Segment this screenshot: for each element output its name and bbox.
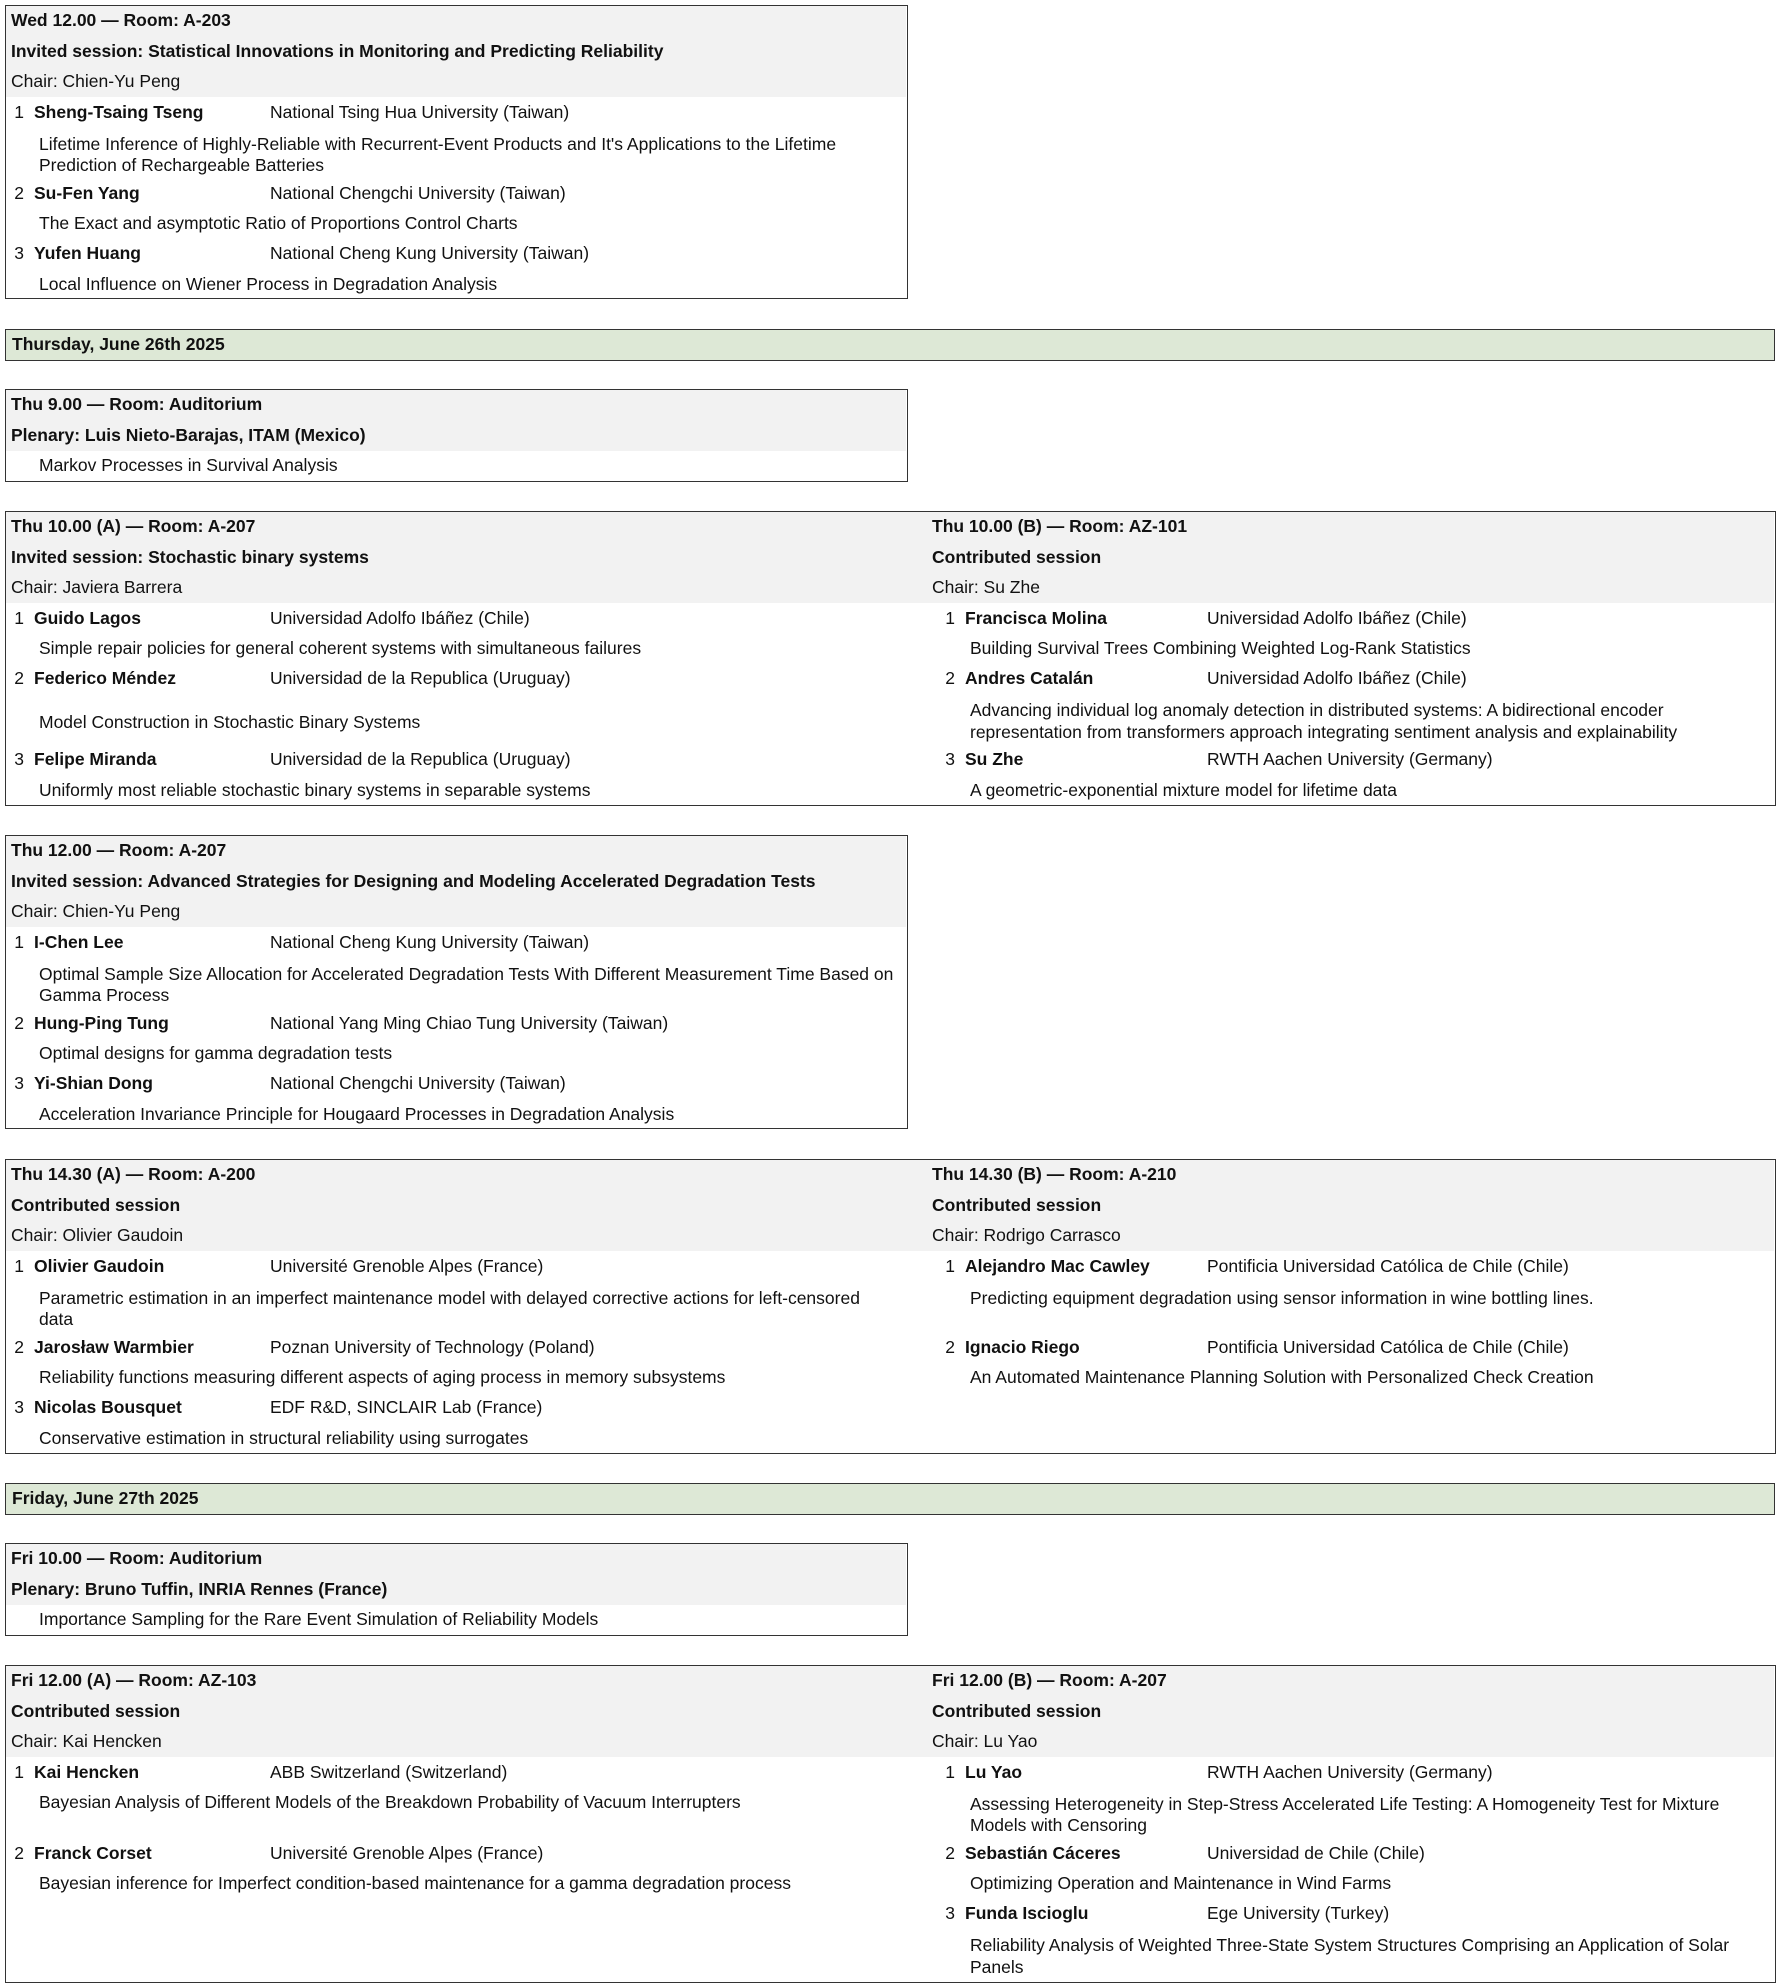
speaker-name: Ignacio Riego	[965, 1336, 1080, 1357]
speaker-name: Hung-Ping Tung	[34, 1012, 169, 1033]
speaker-name: Yufen Huang	[34, 243, 141, 264]
talk-title: Advancing individual log anomaly detection in distributed systems: A bidirectional encoder representation from transformers approach integrating sentiment analysis and explainability	[970, 700, 1678, 742]
talk-number: 2	[14, 1336, 24, 1357]
speaker-name: Lu Yao	[965, 1761, 1023, 1782]
speaker-affiliation: National Tsing Hua University (Taiwan)	[270, 101, 570, 122]
speaker-affiliation: Pontificia Universidad Católica de Chile (Chile)	[1207, 1255, 1569, 1276]
day-header-friday: Friday, June 27th 2025	[5, 1483, 1775, 1515]
session-title: Contributed session	[927, 542, 1774, 572]
session-time-room: Wed 12.00 — Room: A-203	[6, 6, 906, 36]
speaker-affiliation: EDF R&D, SINCLAIR Lab (France)	[270, 1397, 543, 1418]
speaker-name: Sheng-Tsaing Tseng	[34, 101, 204, 122]
speaker-affiliation: Universidad de la Republica (Uruguay)	[270, 749, 571, 770]
talk-number: 1	[14, 101, 24, 122]
speaker-name: Yi-Shian Dong	[34, 1073, 153, 1094]
session-time-room: Fri 12.00 (A) — Room: AZ-103	[6, 1666, 927, 1696]
speaker-name: Francisca Molina	[965, 607, 1107, 628]
talk-number: 1	[945, 607, 955, 628]
session-thu12	[5, 835, 908, 1129]
talk-number: 3	[14, 1073, 24, 1094]
talk-number: 2	[945, 668, 955, 689]
talk-row	[6, 603, 927, 633]
plenary-title: Markov Processes in Survival Analysis	[39, 455, 338, 476]
session-chair: Chair: Lu Yao	[927, 1727, 1774, 1757]
talk-number: 3	[945, 1903, 955, 1924]
session-fri12b	[927, 1666, 1774, 1980]
talk-title: Model Construction in Stochastic Binary Systems	[39, 711, 421, 732]
session-title: Contributed session	[927, 1190, 1774, 1220]
talk-row	[927, 603, 1774, 633]
speaker-affiliation: Universidad de la Republica (Uruguay)	[270, 668, 571, 689]
plenary-speaker: Plenary: Luis Nieto-Barajas, ITAM (Mexico)	[6, 420, 906, 450]
talk-row	[6, 1393, 927, 1423]
talk-title: The Exact and asymptotic Ratio of Proportions Control Charts	[39, 212, 518, 233]
session-time-room: Thu 10.00 (A) — Room: A-207	[6, 512, 927, 542]
talk-title: Reliability Analysis of Weighted Three-State System Structures Comprising an Application of Solar Panels	[970, 1935, 1730, 1977]
talk-number: 2	[945, 1842, 955, 1863]
talk-title: Optimizing Operation and Maintenance in Wind Farms	[970, 1872, 1392, 1893]
speaker-name: Su-Fen Yang	[34, 182, 140, 203]
talk-title: Uniformly most reliable stochastic binary systems in separable systems	[39, 779, 591, 800]
talk-number: 1	[14, 1761, 24, 1782]
talk-title: Optimal designs for gamma degradation tests	[39, 1042, 393, 1063]
speaker-name: Guido Lagos	[34, 607, 141, 628]
session-title: Invited session: Stochastic binary systems	[6, 542, 927, 572]
talk-row	[6, 664, 927, 694]
talk-row	[6, 1838, 927, 1868]
session-thu1430b	[927, 1160, 1774, 1393]
speaker-name: Sebastián Cáceres	[965, 1842, 1121, 1863]
speaker-name: Felipe Miranda	[34, 749, 157, 770]
session-chair: Chair: Su Zhe	[927, 573, 1774, 603]
talk-number: 1	[14, 607, 24, 628]
talk-row	[6, 178, 906, 208]
speaker-affiliation: National Chengchi University (Taiwan)	[270, 1073, 566, 1094]
speaker-affiliation: National Cheng Kung University (Taiwan)	[270, 243, 590, 264]
talk-row	[927, 1332, 1774, 1362]
session-fri10-plenary	[5, 1543, 908, 1636]
speaker-affiliation: Universidad Adolfo Ibáñez (Chile)	[1207, 668, 1467, 689]
speaker-affiliation: ABB Switzerland (Switzerland)	[270, 1761, 508, 1782]
talk-row	[927, 745, 1774, 775]
speaker-name: Federico Méndez	[34, 668, 176, 689]
speaker-name: Olivier Gaudoin	[34, 1255, 165, 1276]
session-thu10a	[6, 512, 927, 806]
talk-row	[6, 1251, 927, 1281]
talk-title: Bayesian Analysis of Different Models of the Breakdown Probability of Vacuum Interrupters	[39, 1791, 741, 1812]
session-chair: Chair: Kai Hencken	[6, 1727, 927, 1757]
session-pair-fri12	[5, 1665, 1776, 1983]
speaker-affiliation: National Chengchi University (Taiwan)	[270, 182, 566, 203]
session-time-room: Thu 14.30 (B) — Room: A-210	[927, 1160, 1774, 1190]
talk-number: 2	[14, 1842, 24, 1863]
session-time-room: Thu 14.30 (A) — Room: A-200	[6, 1160, 927, 1190]
talk-number: 2	[14, 1012, 24, 1033]
speaker-affiliation: National Cheng Kung University (Taiwan)	[270, 931, 590, 952]
speaker-name: Nicolas Bousquet	[34, 1397, 182, 1418]
plenary-title: Importance Sampling for the Rare Event Simulation of Reliability Models	[39, 1609, 599, 1630]
talk-row	[6, 239, 906, 269]
talk-title: Bayesian inference for Imperfect condition-based maintenance for a gamma degradation process	[39, 1872, 791, 1893]
talk-row	[6, 1008, 906, 1038]
talk-title: Acceleration Invariance Principle for Hougaard Processes in Degradation Analysis	[39, 1103, 675, 1124]
session-time-room: Thu 9.00 — Room: Auditorium	[6, 390, 906, 420]
session-thu9-plenary	[5, 389, 908, 482]
talk-row	[927, 1838, 1774, 1868]
session-time-room: Thu 12.00 — Room: A-207	[6, 836, 906, 866]
talk-number: 2	[14, 668, 24, 689]
talk-number: 3	[945, 749, 955, 770]
talk-row	[927, 1757, 1774, 1787]
talk-title: Lifetime Inference of Highly-Reliable with Recurrent-Event Products and It's Applications to the Lifetime Prediction of Rechargeable Batteries	[39, 133, 837, 176]
day-header-thursday: Thursday, June 26th 2025	[5, 329, 1775, 361]
talk-row	[6, 1069, 906, 1099]
talk-number: 3	[14, 1397, 24, 1418]
session-chair: Chair: Javiera Barrera	[6, 573, 927, 603]
speaker-name: Andres Catalán	[965, 668, 1094, 689]
session-title: Contributed session	[6, 1190, 927, 1220]
session-wed12	[5, 5, 908, 299]
talk-number: 1	[945, 1255, 955, 1276]
talk-title: Local Influence on Wiener Process in Degradation Analysis	[39, 273, 498, 294]
plenary-speaker: Plenary: Bruno Tuffin, INRIA Rennes (France)	[6, 1574, 906, 1604]
session-chair: Chair: Olivier Gaudoin	[6, 1221, 927, 1251]
talk-title: Conservative estimation in structural reliability using surrogates	[39, 1427, 529, 1448]
talk-row	[927, 1899, 1774, 1929]
talk-number: 1	[14, 1255, 24, 1276]
talk-title: Parametric estimation in an imperfect maintenance model with delayed corrective actions for left-censored data	[39, 1287, 860, 1330]
talk-row	[6, 97, 906, 127]
talk-number: 1	[14, 931, 24, 952]
session-time-room: Thu 10.00 (B) — Room: AZ-101	[927, 512, 1774, 542]
speaker-affiliation: National Yang Ming Chiao Tung University (Taiwan)	[270, 1012, 669, 1033]
session-title: Contributed session	[6, 1696, 927, 1726]
talk-row	[6, 1757, 927, 1787]
talk-number: 3	[14, 749, 24, 770]
speaker-affiliation: RWTH Aachen University (Germany)	[1207, 749, 1493, 770]
talk-row	[6, 1332, 927, 1362]
session-chair: Chair: Chien-Yu Peng	[6, 897, 906, 927]
session-thu10b	[927, 512, 1774, 806]
talk-number: 1	[945, 1761, 955, 1782]
talk-number: 2	[14, 182, 24, 203]
speaker-name: Su Zhe	[965, 749, 1024, 770]
talk-row	[927, 664, 1774, 694]
speaker-affiliation: Université Grenoble Alpes (France)	[270, 1255, 544, 1276]
talk-title: Assessing Heterogeneity in Step-Stress Accelerated Life Testing: A Homogeneity Test for Mixture Models with Censoring	[970, 1793, 1720, 1836]
session-title: Contributed session	[927, 1696, 1774, 1726]
speaker-name: Alejandro Mac Cawley	[965, 1255, 1150, 1276]
talk-row	[927, 1251, 1774, 1281]
talk-title: Building Survival Trees Combining Weighted Log-Rank Statistics	[970, 638, 1471, 658]
session-chair: Chair: Rodrigo Carrasco	[927, 1221, 1774, 1251]
talk-title: A geometric-exponential mixture model for lifetime data	[970, 779, 1398, 800]
talk-title: Predicting equipment degradation using sensor information in wine bottling lines.	[970, 1287, 1594, 1308]
session-fri12a	[6, 1666, 927, 1899]
speaker-affiliation: Pontificia Universidad Católica de Chile (Chile)	[1207, 1336, 1569, 1357]
talk-title: Reliability functions measuring different aspects of aging process in memory subsystems	[39, 1366, 726, 1387]
speaker-name: Franck Corset	[34, 1842, 152, 1863]
speaker-name: I-Chen Lee	[34, 931, 124, 952]
talk-row	[6, 745, 927, 775]
session-thu1430a	[6, 1160, 927, 1454]
speaker-affiliation: Universidad de Chile (Chile)	[1207, 1842, 1425, 1863]
speaker-affiliation: Universidad Adolfo Ibáñez (Chile)	[1207, 607, 1467, 628]
speaker-affiliation: RWTH Aachen University (Germany)	[1207, 1761, 1493, 1782]
speaker-affiliation: Universidad Adolfo Ibáñez (Chile)	[270, 607, 530, 628]
session-time-room: Fri 12.00 (B) — Room: A-207	[927, 1666, 1774, 1696]
session-chair: Chair: Chien-Yu Peng	[6, 67, 906, 97]
speaker-name: Funda Iscioglu	[965, 1903, 1089, 1924]
session-pair-thu10	[5, 511, 1776, 806]
speaker-name: Jarosław Warmbier	[34, 1336, 194, 1357]
talk-title: Simple repair policies for general coherent systems with simultaneous failures	[39, 638, 642, 658]
speaker-name: Kai Hencken	[34, 1761, 140, 1782]
session-time-room: Fri 10.00 — Room: Auditorium	[6, 1544, 906, 1574]
speaker-affiliation: Université Grenoble Alpes (France)	[270, 1842, 544, 1863]
talk-title: Optimal Sample Size Allocation for Accelerated Degradation Tests With Different Measurement Time Based on Gamma Process	[39, 963, 894, 1006]
talk-number: 2	[945, 1336, 955, 1357]
speaker-affiliation: Poznan University of Technology (Poland)	[270, 1336, 595, 1357]
session-title: Invited session: Statistical Innovations in Monitoring and Predicting Reliability	[6, 36, 906, 66]
talk-number: 3	[14, 243, 24, 264]
session-pair-thu1430	[5, 1159, 1776, 1454]
talk-row	[6, 927, 906, 957]
session-title: Invited session: Advanced Strategies for Designing and Modeling Accelerated Degradation Tests	[6, 866, 906, 896]
talk-title: An Automated Maintenance Planning Solution with Personalized Check Creation	[970, 1366, 1594, 1387]
speaker-affiliation: Ege University (Turkey)	[1207, 1903, 1390, 1924]
